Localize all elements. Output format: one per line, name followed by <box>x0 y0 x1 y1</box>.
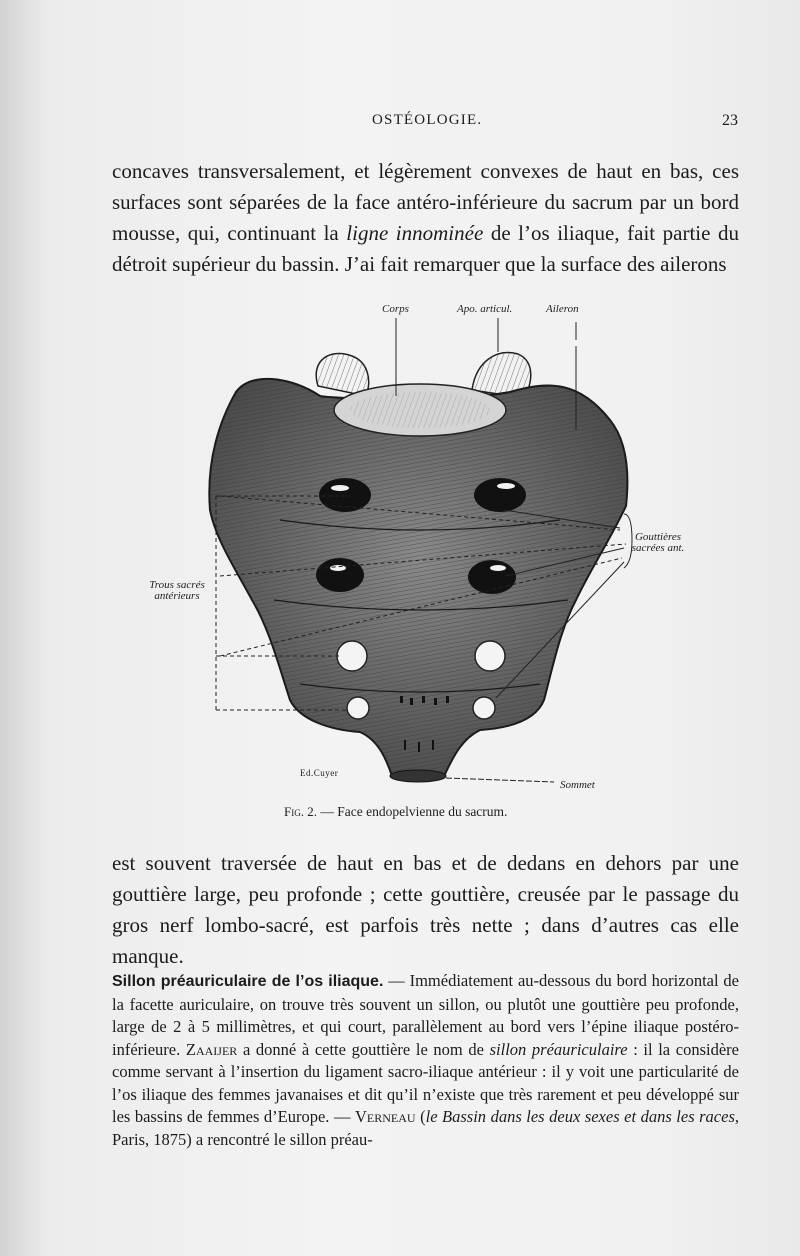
section-italic-1: sillon préauriculaire <box>489 1039 628 1059</box>
paragraph-1 <box>112 156 739 280</box>
foramen-4-left <box>347 697 369 719</box>
sacral-apex <box>390 770 446 782</box>
sacrum-figure <box>140 300 685 791</box>
label-gouttieres: Gouttières sacrées ant. <box>631 531 685 554</box>
foramen-2-right <box>468 560 516 594</box>
section-heading: Sillon préauriculaire de l’os iliaque. <box>112 973 384 990</box>
label-trous: Trous sacrés antérieurs <box>149 579 205 602</box>
foramen-2-left <box>316 558 364 592</box>
foramen-1-right <box>474 478 526 512</box>
author-zaaijer: Zaaijer <box>185 1039 238 1059</box>
page-header <box>0 112 800 136</box>
section-text-4: ( <box>415 1107 426 1126</box>
section-text-2: a donné à cette gouttière le nom de <box>237 1039 490 1059</box>
figure-caption <box>284 804 507 820</box>
section-text-1: — Immédiatement au-dessous du bord horizontal de la facette auriculaire, on trouve très souvent un sillon, ou plutôt une gouttière peu profonde, large de 2 à 5 millimètres, et qui court, parallèlement au bord vers l’épine iliaque postéro-inférieure. <box>112 971 739 1059</box>
section-text-5: , Paris, 1875) a rencontré le sillon préau- <box>112 1107 740 1149</box>
foramen-4-right <box>473 697 495 719</box>
running-title: OSTÉOLOGIE. <box>372 112 483 128</box>
paragraph-1-text-b: de l’os iliaque, fait partie du détroit supérieur du bassin. J’ai fait remarquer que la surface des ailerons <box>112 221 739 276</box>
caption-figure-number: Fig. 2. <box>284 804 317 819</box>
foramen-3-left <box>337 641 367 671</box>
author-verneau: Verneau <box>355 1107 416 1126</box>
caption-text: — Face endopelvienne du sacrum. <box>316 804 508 819</box>
section-sillon-preauriculaire <box>112 970 739 1151</box>
paragraph-1-text-a: concaves transversalement, et légèrement convexes de haut en bas, ces surfaces sont séparées de la face antéro-inférieure du sacrum par un bord mousse, qui, continuant la <box>112 159 739 245</box>
section-italic-2: le Bassin dans les deux sexes et dans les races <box>425 1107 735 1126</box>
label-aileron: Aileron <box>546 303 579 315</box>
label-sommet: Sommet <box>560 779 595 791</box>
foramen-3-right <box>475 641 505 671</box>
paragraph-1-italic: ligne innominée <box>346 221 484 245</box>
label-corps: Corps <box>382 303 409 315</box>
section-text-3: : il la considère comme servant à l’insertion du ligament sacro-iliaque antérieur : il y voit une particularité de l’os iliaque des femmes javanaises et dit qu’il n’existe que très rarement et peu développé sur les bassins de femmes d’Europe. — <box>112 1039 739 1126</box>
page-number: 23 <box>722 112 738 129</box>
sacrum-illustration <box>140 300 680 790</box>
illustrator-signature: Ed.Cuyer <box>300 768 339 778</box>
left-apophysis <box>316 354 368 396</box>
foramen-1-left <box>319 478 371 512</box>
label-apo-articul: Apo. articul. <box>457 303 513 315</box>
paragraph-2: est souvent traversée de haut en bas et de dedans en dehors par une gouttière large, peu profonde ; cette gouttière, creusée par le passage du gros nerf lombo-sacré, est parfois très nette ; dans d’autres cas elle manque. <box>112 851 739 968</box>
